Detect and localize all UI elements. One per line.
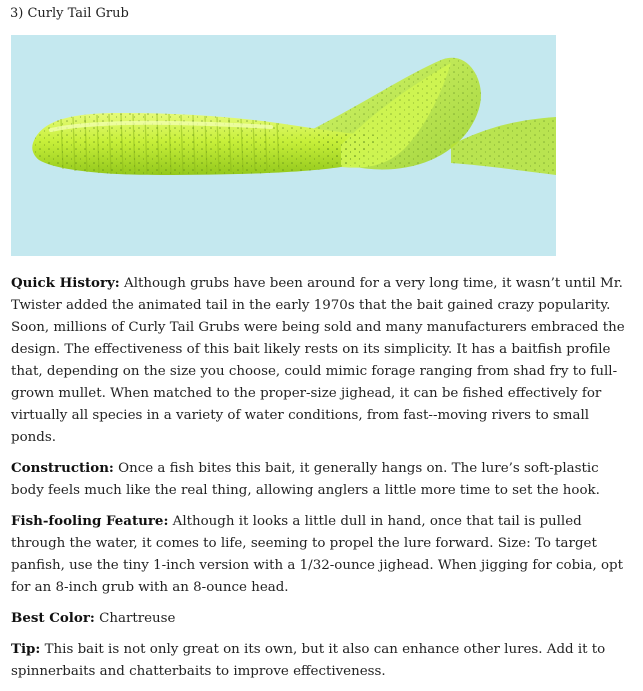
section-quick-history [11,272,633,449]
section-tip [11,638,633,683]
curly-tail-grub-illustration [11,35,556,256]
section-label: Best Color: [11,610,95,626]
section-label: Fish-fooling Feature: [11,513,169,529]
section-fish-fooling-feature [11,510,633,599]
section-text: Although grubs have been around for a very long time, it wasn’t until Mr. Twister added the animated tail in the early 1970s that the bait gained crazy popularity. Soon, millions of Curly Tail Grubs were being sold and many manufacturers embraced the design. The effectiveness of this bait likely rests on its simplicity. It has a baitfish profile that, depending on the size you choose, could mimic forage ranging from shad fry to full-grown mullet. When matched to the proper-size jighead, it can be fished effectively for virtually all species in a variety of water conditions, from fast--moving rivers to small ponds. [11,276,625,445]
section-construction [11,457,633,502]
section-label: Tip: [11,641,41,657]
section-best-color [11,607,633,630]
section-text: Once a fish bites this bait, it generally hangs on. The lure’s soft-plastic body feels much like the real thing, allowing anglers a little more time to set the hook. [11,461,600,498]
section-text: This bait is not only great on its own, but it also can enhance other lures. Add it to spinnerbaits and chatterbaits to improve effectiveness. [11,642,606,679]
section-label: Quick History: [11,275,120,291]
grub-image [11,35,556,256]
section-text: Although it looks a little dull in hand, once that tail is pulled through the water, it comes to life, seeming to propel the lure forward. Size: To target panfish, use the tiny 1-inch version with a 1/32-ounce jighead. When jigging for cobia, opt for an 8-inch grub with an 8-ounce head. [11,514,623,595]
section-label: Construction: [11,460,114,476]
section-text: Chartreuse [94,611,176,626]
item-heading: 3) Curly Tail Grub [10,6,129,21]
article-body [11,272,633,691]
